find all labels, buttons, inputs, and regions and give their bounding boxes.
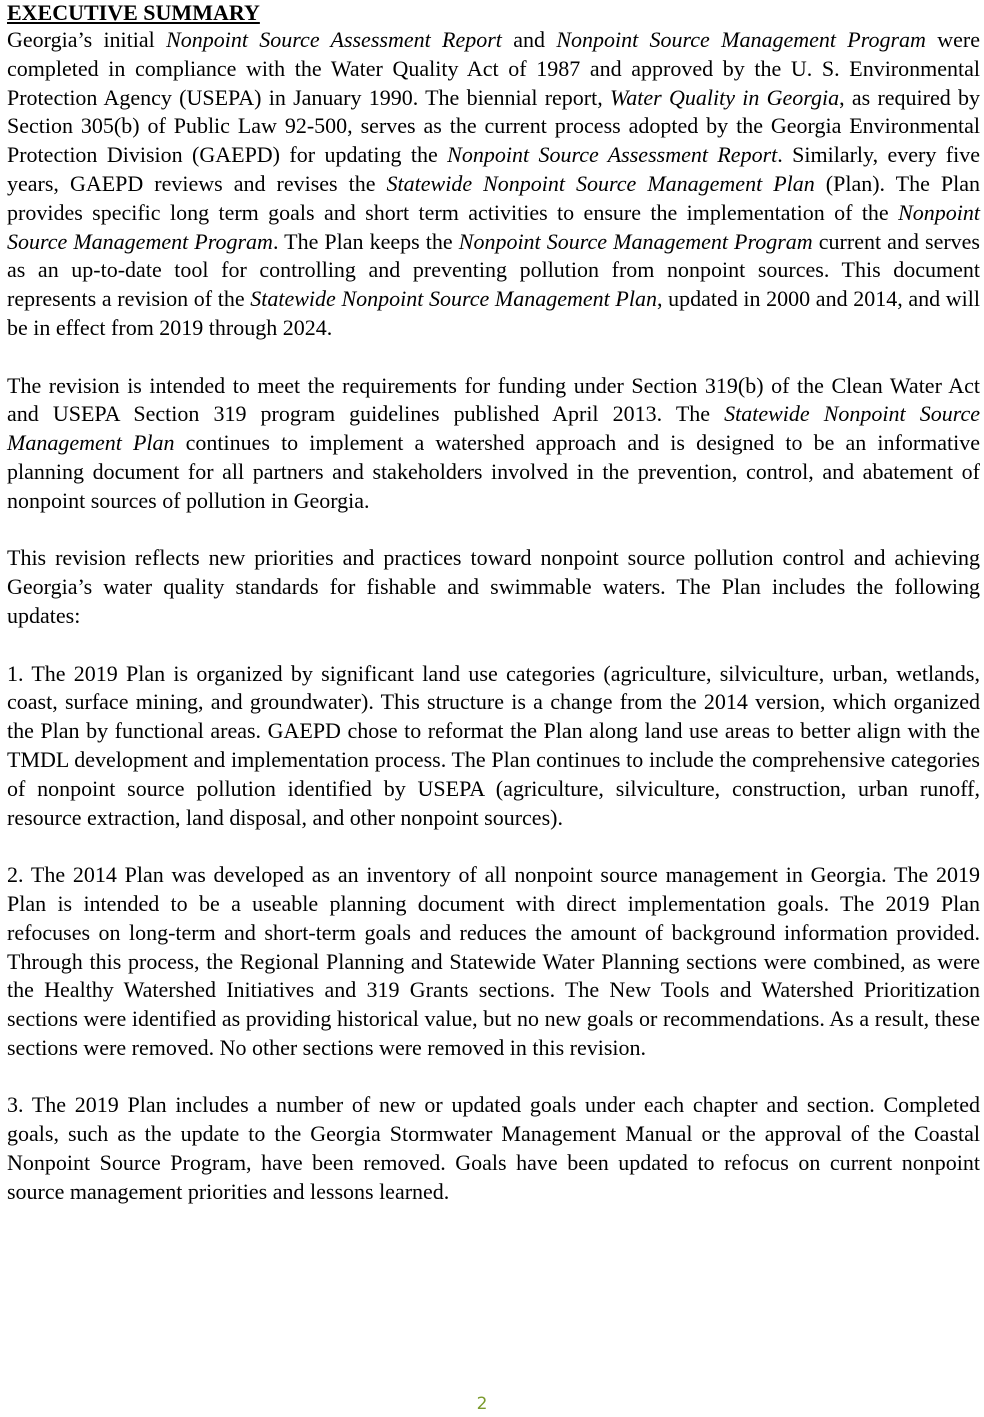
text-run: Georgia’s initial: [7, 27, 167, 52]
italic-title: Nonpoint Source Management Program: [458, 228, 813, 254]
update-item-1: 1. The 2019 Plan is organized by significant land use categories (agriculture, silviculture, urban, wetlands, coast, surface mining, and groundwater). This structure is a change from the 2014 version, which organized the Plan by functional areas. GAEPD chose to reformat the Plan along land use areas to better align with the TMDL development and implementation process. The Plan continues to include the comprehensive categories of nonpoint source pollution identified by USEPA (agriculture, silviculture, construction, urban runoff, resource extraction, land disposal, and other nonpoint sources).: [7, 660, 980, 830]
section-heading: EXECUTIVE SUMMARY: [7, 0, 260, 25]
paragraph-priorities: This revision reflects new priorities and practices toward nonpoint source pollution control and achieving Georgia’s water quality standards for fishable and swimmable waters. The Plan includes the following updates:: [7, 545, 980, 628]
text-run: . Similarly, every five years, GAEPD reviews and revises the: [7, 142, 980, 196]
text-run: . The Plan keeps the: [272, 228, 459, 254]
paragraph-revision: [7, 372, 980, 516]
text-run: , updated in 2000 and 2014, and will be in effect from 2019 through 2024.: [7, 286, 980, 340]
italic-title: Statewide Nonpoint Source Management Plan: [250, 286, 657, 312]
italic-title: Nonpoint Source Assessment Report: [166, 27, 502, 52]
text-run: , as required by Section 305(b) of Public Law 92-500, serves as the current process adopted by the Georgia Environmental Protection Division (GAEPD) for updating the: [7, 84, 980, 168]
text-run: current and serves as an up-to-date tool for controlling and preventing pollution from nonpoint sources. This document represents a revision of the: [7, 228, 980, 312]
paragraph-intro: [7, 26, 980, 343]
text-run: were completed in compliance with the Water Quality Act of 1987 and approved by the U. S. Environmental Protection Agency (USEPA) in January 1990. The biennial report,: [7, 27, 980, 110]
italic-title: Statewide Nonpoint Source Management Plan: [386, 170, 815, 196]
text-run: continues to implement a watershed approach and is designed to be an informative planning document for all partners and stakeholders involved in the prevention, control, and abatement of nonpoint sources of pollution in Georgia.: [7, 430, 981, 513]
update-item-3: 3. The 2019 Plan includes a number of new or updated goals under each chapter and section. Completed goals, such as the update to the Georgia Stormwater Management Manual or the approval of the Coastal Nonpoint Source Program, have been removed. Goals have been updated to refocus on current nonpoint source management priorities and lessons learned.: [7, 1092, 980, 1204]
italic-title: Water Quality in Georgia: [609, 84, 840, 110]
document-page: [7, 0, 980, 1207]
update-item-2: 2. The 2014 Plan was developed as an inventory of all nonpoint source management in Georgia. The 2019 Plan is intended to be a useable planning document with direct implementation goals. The 2019 Plan refocuses on long-term and short-term goals and reduces the amount of background information provided. Through this process, the Regional Planning and Statewide Water Planning sections were combined, as were the Healthy Watershed Initiatives and 319 Grants sections. The New Tools and Watershed Prioritization sections were identified as providing historical value, but no new goals or recommendations. As a result, these sections were removed. No other sections were removed in this revision.: [7, 862, 980, 1060]
text-run: (Plan). The Plan provides specific long term goals and short term activities to ensure the implementation of the: [7, 170, 981, 225]
italic-title: Nonpoint Source Assessment Report: [447, 142, 778, 168]
text-run: The revision is intended to meet the requirements for funding under Section 319(b) of the Clean Water Act and USEPA Section 319 program guidelines published April 2013. The: [7, 372, 980, 427]
page-number: 2: [476, 1394, 488, 1414]
italic-title: Statewide Nonpoint Source Management Plan: [7, 401, 980, 456]
text-run: and: [501, 27, 557, 52]
italic-title: Nonpoint Source Management Program: [556, 27, 926, 52]
italic-title: Nonpoint Source Management Program: [7, 199, 980, 254]
